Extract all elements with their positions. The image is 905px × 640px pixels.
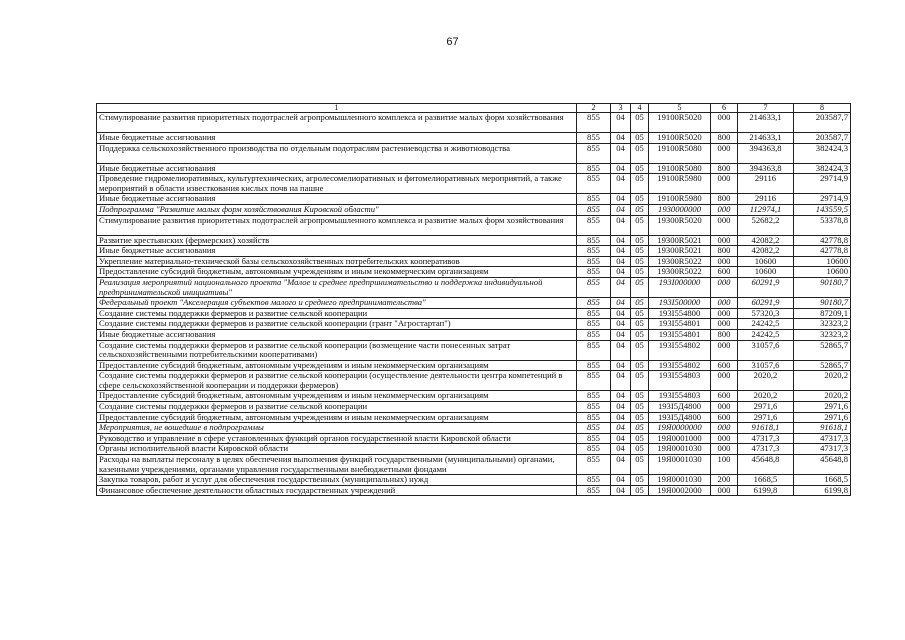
subsection-code-cell: 05 (631, 412, 649, 423)
expense-type-cell: 800 (711, 246, 738, 257)
section-code-cell: 04 (611, 371, 631, 391)
target-article-cell: 193I554802 (649, 360, 711, 371)
target-article-cell: 19300R5022 (649, 267, 711, 278)
target-article-cell: 19100R5020 (649, 113, 711, 133)
column-header: 6 (711, 104, 738, 113)
target-article-cell: 193I500000 (649, 298, 711, 309)
amount-year2-cell: 10600 (794, 256, 851, 267)
amount-year1-cell: 394363,8 (738, 163, 794, 174)
header-row (97, 104, 851, 113)
expense-type-cell: 000 (711, 277, 738, 297)
section-code-cell: 04 (611, 423, 631, 434)
section-code-cell: 04 (611, 174, 631, 194)
subsection-code-cell: 05 (631, 371, 649, 391)
column-header: 3 (611, 104, 631, 113)
table-row (97, 194, 851, 205)
amount-year1-cell: 60291,9 (738, 298, 794, 309)
expense-type-cell: 000 (711, 204, 738, 215)
amount-year1-cell: 2971,6 (738, 402, 794, 413)
table-row (97, 163, 851, 174)
expense-type-cell: 000 (711, 215, 738, 235)
table-row (97, 308, 851, 319)
subsection-code-cell: 05 (631, 360, 649, 371)
expense-type-cell: 600 (711, 360, 738, 371)
expense-type-cell: 000 (711, 371, 738, 391)
amount-year2-cell: 90180,7 (794, 298, 851, 309)
row-name-cell: Руководство и управление в сфере установленных функций органов государственной власти Кировской области (97, 433, 577, 444)
section-code-cell: 04 (611, 329, 631, 340)
subsection-code-cell: 05 (631, 475, 649, 486)
expense-type-cell: 000 (711, 143, 738, 163)
ministry-code-cell: 855 (577, 194, 611, 205)
amount-year1-cell: 2020,2 (738, 371, 794, 391)
target-article-cell: 19Я0001030 (649, 444, 711, 455)
target-article-cell: 19Я0000000 (649, 423, 711, 434)
table-row (97, 143, 851, 163)
table-row (97, 402, 851, 413)
section-code-cell: 04 (611, 235, 631, 246)
target-article-cell: 193I554802 (649, 340, 711, 360)
amount-year2-cell: 32323,2 (794, 319, 851, 330)
row-name-cell: Поддержка сельскохозяйственного производства по отдельным подотраслям растениеводства и животноводства (97, 143, 577, 163)
amount-year1-cell: 31057,6 (738, 360, 794, 371)
ministry-code-cell: 855 (577, 455, 611, 475)
subsection-code-cell: 05 (631, 402, 649, 413)
target-article-cell: 193I000000 (649, 277, 711, 297)
table-row (97, 256, 851, 267)
expense-type-cell: 000 (711, 319, 738, 330)
target-article-cell: 193I554803 (649, 371, 711, 391)
subsection-code-cell: 05 (631, 194, 649, 205)
row-name-cell: Предоставление субсидий бюджетным, автономным учреждениям и иным некоммерческим организациям (97, 360, 577, 371)
subsection-code-cell: 05 (631, 235, 649, 246)
target-article-cell: 19Я0001030 (649, 455, 711, 475)
table-row (97, 455, 851, 475)
target-article-cell: 193I554801 (649, 319, 711, 330)
section-code-cell: 04 (611, 475, 631, 486)
subsection-code-cell: 05 (631, 433, 649, 444)
expense-type-cell: 000 (711, 298, 738, 309)
amount-year2-cell: 45648,8 (794, 455, 851, 475)
row-name-cell: Органы исполнительной власти Кировской области (97, 444, 577, 455)
ministry-code-cell: 855 (577, 412, 611, 423)
table-row (97, 215, 851, 235)
ministry-code-cell: 855 (577, 215, 611, 235)
section-code-cell: 04 (611, 391, 631, 402)
column-header: 7 (738, 104, 794, 113)
amount-year1-cell: 60291,9 (738, 277, 794, 297)
expense-type-cell: 200 (711, 475, 738, 486)
section-code-cell: 04 (611, 455, 631, 475)
target-article-cell: 19Я0002000 (649, 485, 711, 496)
amount-year2-cell: 47317,3 (794, 433, 851, 444)
expense-type-cell: 800 (711, 163, 738, 174)
ministry-code-cell: 855 (577, 485, 611, 496)
target-article-cell: 19100R5020 (649, 133, 711, 144)
expense-type-cell: 600 (711, 267, 738, 278)
column-header: 2 (577, 104, 611, 113)
ministry-code-cell: 855 (577, 267, 611, 278)
column-header: 8 (794, 104, 851, 113)
row-name-cell: Создание системы поддержки фермеров и развитие сельской кооперации (97, 308, 577, 319)
target-article-cell: 193I554803 (649, 391, 711, 402)
subsection-code-cell: 05 (631, 267, 649, 278)
ministry-code-cell: 855 (577, 329, 611, 340)
row-name-cell: Предоставление субсидий бюджетным, автономным учреждениям и иным некоммерческим организациям (97, 267, 577, 278)
row-name-cell: Создание системы поддержки фермеров и развитие сельской кооперации (осуществление деятельности центра компетенций в сфере сельскохозяйственной кооперации и поддержки фермеров) (97, 371, 577, 391)
subsection-code-cell: 05 (631, 455, 649, 475)
subsection-code-cell: 05 (631, 163, 649, 174)
section-code-cell: 04 (611, 267, 631, 278)
subsection-code-cell: 05 (631, 277, 649, 297)
amount-year1-cell: 394363,8 (738, 143, 794, 163)
subsection-code-cell: 05 (631, 133, 649, 144)
section-code-cell: 04 (611, 319, 631, 330)
row-name-cell: Проведение гидромелиоративных, культуртехнических, агролесомелиоративных и фитомелиоративных мероприятий, а также мероприятий в области известкования кислых почв на пашне (97, 174, 577, 194)
section-code-cell: 04 (611, 277, 631, 297)
table-row (97, 475, 851, 486)
amount-year1-cell: 42082,2 (738, 235, 794, 246)
table-row (97, 319, 851, 330)
amount-year2-cell: 42778,8 (794, 246, 851, 257)
table-body (97, 113, 851, 496)
row-name-cell: Предоставление субсидий бюджетным, автономным учреждениям и иным некоммерческим организациям (97, 391, 577, 402)
expense-type-cell: 000 (711, 174, 738, 194)
amount-year1-cell: 1668,5 (738, 475, 794, 486)
amount-year2-cell: 87209,1 (794, 308, 851, 319)
table-row (97, 433, 851, 444)
table-row (97, 204, 851, 215)
amount-year2-cell: 52865,7 (794, 340, 851, 360)
subsection-code-cell: 05 (631, 143, 649, 163)
ministry-code-cell: 855 (577, 298, 611, 309)
section-code-cell: 04 (611, 360, 631, 371)
expense-type-cell: 000 (711, 235, 738, 246)
ministry-code-cell: 855 (577, 360, 611, 371)
row-name-cell: Мероприятия, не вошедшие в подпрограммы (97, 423, 577, 434)
amount-year1-cell: 214633,1 (738, 113, 794, 133)
table-row (97, 133, 851, 144)
table-row (97, 235, 851, 246)
ministry-code-cell: 855 (577, 475, 611, 486)
row-name-cell: Предоставление субсидий бюджетным, автономным учреждениям и иным некоммерческим организациям (97, 412, 577, 423)
expense-type-cell: 000 (711, 256, 738, 267)
amount-year1-cell: 10600 (738, 256, 794, 267)
expense-type-cell: 800 (711, 329, 738, 340)
subsection-code-cell: 05 (631, 340, 649, 360)
amount-year2-cell: 52865,7 (794, 360, 851, 371)
row-name-cell: Иные бюджетные ассигнования (97, 163, 577, 174)
section-code-cell: 04 (611, 204, 631, 215)
ministry-code-cell: 855 (577, 371, 611, 391)
subsection-code-cell: 05 (631, 329, 649, 340)
row-name-cell: Иные бюджетные ассигнования (97, 329, 577, 340)
expense-type-cell: 000 (711, 433, 738, 444)
amount-year2-cell: 90180,7 (794, 277, 851, 297)
table-row (97, 444, 851, 455)
expense-type-cell: 600 (711, 391, 738, 402)
row-name-cell: Стимулирование развития приоритетных подотраслей агропромышленного комплекса и развитие малых форм хозяйствования (97, 215, 577, 235)
page-number: 67 (446, 36, 459, 48)
subsection-code-cell: 05 (631, 444, 649, 455)
amount-year1-cell: 52682,2 (738, 215, 794, 235)
expense-type-cell: 000 (711, 423, 738, 434)
amount-year2-cell: 29714,9 (794, 174, 851, 194)
amount-year2-cell: 2971,6 (794, 402, 851, 413)
amount-year1-cell: 6199,8 (738, 485, 794, 496)
table-row (97, 246, 851, 257)
amount-year1-cell: 45648,8 (738, 455, 794, 475)
budget-table (96, 103, 851, 496)
amount-year2-cell: 203587,7 (794, 133, 851, 144)
table-row (97, 391, 851, 402)
section-code-cell: 04 (611, 163, 631, 174)
amount-year2-cell: 10600 (794, 267, 851, 278)
ministry-code-cell: 855 (577, 444, 611, 455)
amount-year1-cell: 2020,2 (738, 391, 794, 402)
table-row (97, 371, 851, 391)
amount-year2-cell: 53378,8 (794, 215, 851, 235)
subsection-code-cell: 05 (631, 246, 649, 257)
expense-type-cell: 000 (711, 113, 738, 133)
amount-year1-cell: 112974,1 (738, 204, 794, 215)
amount-year2-cell: 2020,2 (794, 391, 851, 402)
ministry-code-cell: 855 (577, 256, 611, 267)
target-article-cell: 19100R5080 (649, 163, 711, 174)
subsection-code-cell: 05 (631, 423, 649, 434)
subsection-code-cell: 05 (631, 215, 649, 235)
ministry-code-cell: 855 (577, 143, 611, 163)
subsection-code-cell: 05 (631, 174, 649, 194)
amount-year2-cell: 382424,3 (794, 163, 851, 174)
subsection-code-cell: 05 (631, 204, 649, 215)
section-code-cell: 04 (611, 256, 631, 267)
column-header: 5 (649, 104, 711, 113)
row-name-cell: Развитие крестьянских (фермерских) хозяйств (97, 235, 577, 246)
expense-type-cell: 000 (711, 485, 738, 496)
amount-year1-cell: 91618,1 (738, 423, 794, 434)
ministry-code-cell: 855 (577, 113, 611, 133)
ministry-code-cell: 855 (577, 204, 611, 215)
section-code-cell: 04 (611, 194, 631, 205)
row-name-cell: Укрепление материально-технической базы сельскохозяйственных потребительских кооперативов (97, 256, 577, 267)
target-article-cell: 193I554800 (649, 308, 711, 319)
amount-year2-cell: 2971,6 (794, 412, 851, 423)
section-code-cell: 04 (611, 246, 631, 257)
section-code-cell: 04 (611, 215, 631, 235)
expense-type-cell: 800 (711, 133, 738, 144)
ministry-code-cell: 855 (577, 423, 611, 434)
amount-year2-cell: 143559,5 (794, 204, 851, 215)
subsection-code-cell: 05 (631, 319, 649, 330)
amount-year2-cell: 47317,3 (794, 444, 851, 455)
section-code-cell: 04 (611, 298, 631, 309)
row-name-cell: Федеральный проект "Акселерация субъектов малого и среднего предпринимательства" (97, 298, 577, 309)
section-code-cell: 04 (611, 340, 631, 360)
ministry-code-cell: 855 (577, 235, 611, 246)
column-header: 1 (97, 104, 577, 113)
target-article-cell: 193I5Д4800 (649, 402, 711, 413)
table-row (97, 174, 851, 194)
target-article-cell: 193I554801 (649, 329, 711, 340)
ministry-code-cell: 855 (577, 402, 611, 413)
amount-year1-cell: 29116 (738, 174, 794, 194)
ministry-code-cell: 855 (577, 308, 611, 319)
row-name-cell: Закупка товаров, работ и услуг для обеспечения государственных (муниципальных) нужд (97, 475, 577, 486)
row-name-cell: Иные бюджетные ассигнования (97, 246, 577, 257)
amount-year2-cell: 42778,8 (794, 235, 851, 246)
ministry-code-cell: 855 (577, 319, 611, 330)
amount-year1-cell: 24242,5 (738, 329, 794, 340)
amount-year1-cell: 47317,3 (738, 444, 794, 455)
ministry-code-cell: 855 (577, 433, 611, 444)
section-code-cell: 04 (611, 402, 631, 413)
row-name-cell: Подпрограмма "Развитие малых форм хозяйствования Кировской области" (97, 204, 577, 215)
target-article-cell: 19300R5021 (649, 246, 711, 257)
amount-year1-cell: 2971,6 (738, 412, 794, 423)
section-code-cell: 04 (611, 485, 631, 496)
table-row (97, 267, 851, 278)
row-name-cell: Создание системы поддержки фермеров и развитие сельской кооперации (97, 402, 577, 413)
expense-type-cell: 000 (711, 444, 738, 455)
ministry-code-cell: 855 (577, 391, 611, 402)
ministry-code-cell: 855 (577, 277, 611, 297)
amount-year2-cell: 91618,1 (794, 423, 851, 434)
row-name-cell: Реализация мероприятий национального проекта "Малое и среднее предпринимательство и поддержка индивидуальной предпринимательской инициативы" (97, 277, 577, 297)
section-code-cell: 04 (611, 133, 631, 144)
amount-year2-cell: 6199,8 (794, 485, 851, 496)
expense-type-cell: 000 (711, 402, 738, 413)
expense-type-cell: 600 (711, 412, 738, 423)
target-article-cell: 19300R5020 (649, 215, 711, 235)
table-row (97, 329, 851, 340)
table-row (97, 277, 851, 297)
column-header: 4 (631, 104, 649, 113)
target-article-cell: 193I5Д4800 (649, 412, 711, 423)
amount-year1-cell: 57320,3 (738, 308, 794, 319)
ministry-code-cell: 855 (577, 246, 611, 257)
target-article-cell: 19Я0001000 (649, 433, 711, 444)
amount-year1-cell: 24242,5 (738, 319, 794, 330)
ministry-code-cell: 855 (577, 133, 611, 144)
section-code-cell: 04 (611, 113, 631, 133)
row-name-cell: Иные бюджетные ассигнования (97, 194, 577, 205)
amount-year1-cell: 47317,3 (738, 433, 794, 444)
table-row (97, 412, 851, 423)
target-article-cell: 19300R5021 (649, 235, 711, 246)
row-name-cell: Иные бюджетные ассигнования (97, 133, 577, 144)
expense-type-cell: 800 (711, 194, 738, 205)
table-row (97, 423, 851, 434)
amount-year1-cell: 10600 (738, 267, 794, 278)
target-article-cell: 19100R5980 (649, 194, 711, 205)
amount-year2-cell: 32323,2 (794, 329, 851, 340)
amount-year2-cell: 382424,3 (794, 143, 851, 163)
expense-type-cell: 100 (711, 455, 738, 475)
section-code-cell: 04 (611, 412, 631, 423)
section-code-cell: 04 (611, 444, 631, 455)
section-code-cell: 04 (611, 143, 631, 163)
subsection-code-cell: 05 (631, 113, 649, 133)
amount-year1-cell: 42082,2 (738, 246, 794, 257)
subsection-code-cell: 05 (631, 256, 649, 267)
row-name-cell: Создание системы поддержки фермеров и развитие сельской кооперации (возмещение части понесенных затрат сельскохозяйственными потребительскими кооперативами) (97, 340, 577, 360)
subsection-code-cell: 05 (631, 308, 649, 319)
subsection-code-cell: 05 (631, 485, 649, 496)
target-article-cell: 19Я0001030 (649, 475, 711, 486)
section-code-cell: 04 (611, 308, 631, 319)
amount-year1-cell: 31057,6 (738, 340, 794, 360)
amount-year1-cell: 29116 (738, 194, 794, 205)
table-row (97, 298, 851, 309)
table-row (97, 360, 851, 371)
expense-type-cell: 000 (711, 340, 738, 360)
amount-year2-cell: 2020,2 (794, 371, 851, 391)
ministry-code-cell: 855 (577, 174, 611, 194)
amount-year1-cell: 214633,1 (738, 133, 794, 144)
table-row (97, 340, 851, 360)
ministry-code-cell: 855 (577, 163, 611, 174)
amount-year2-cell: 203587,7 (794, 113, 851, 133)
target-article-cell: 19300R5022 (649, 256, 711, 267)
expense-type-cell: 000 (711, 308, 738, 319)
target-article-cell: 19100R5080 (649, 143, 711, 163)
amount-year2-cell: 29714,9 (794, 194, 851, 205)
target-article-cell: 1930000000 (649, 204, 711, 215)
ministry-code-cell: 855 (577, 340, 611, 360)
section-code-cell: 04 (611, 433, 631, 444)
subsection-code-cell: 05 (631, 391, 649, 402)
row-name-cell: Стимулирование развития приоритетных подотраслей агропромышленного комплекса и развитие малых форм хозяйствования (97, 113, 577, 133)
row-name-cell: Расходы на выплаты персоналу в целях обеспечения выполнения функций государственными (муниципальными) органами, казенными учреждениями, органами управления государственными внебюджетными фондами (97, 455, 577, 475)
row-name-cell: Создание системы поддержки фермеров и развитие сельской кооперации (грант "Агростартап") (97, 319, 577, 330)
target-article-cell: 19100R5980 (649, 174, 711, 194)
amount-year2-cell: 1668,5 (794, 475, 851, 486)
subsection-code-cell: 05 (631, 298, 649, 309)
table-row (97, 113, 851, 133)
table-row (97, 485, 851, 496)
row-name-cell: Финансовое обеспечение деятельности областных государственных учреждений (97, 485, 577, 496)
